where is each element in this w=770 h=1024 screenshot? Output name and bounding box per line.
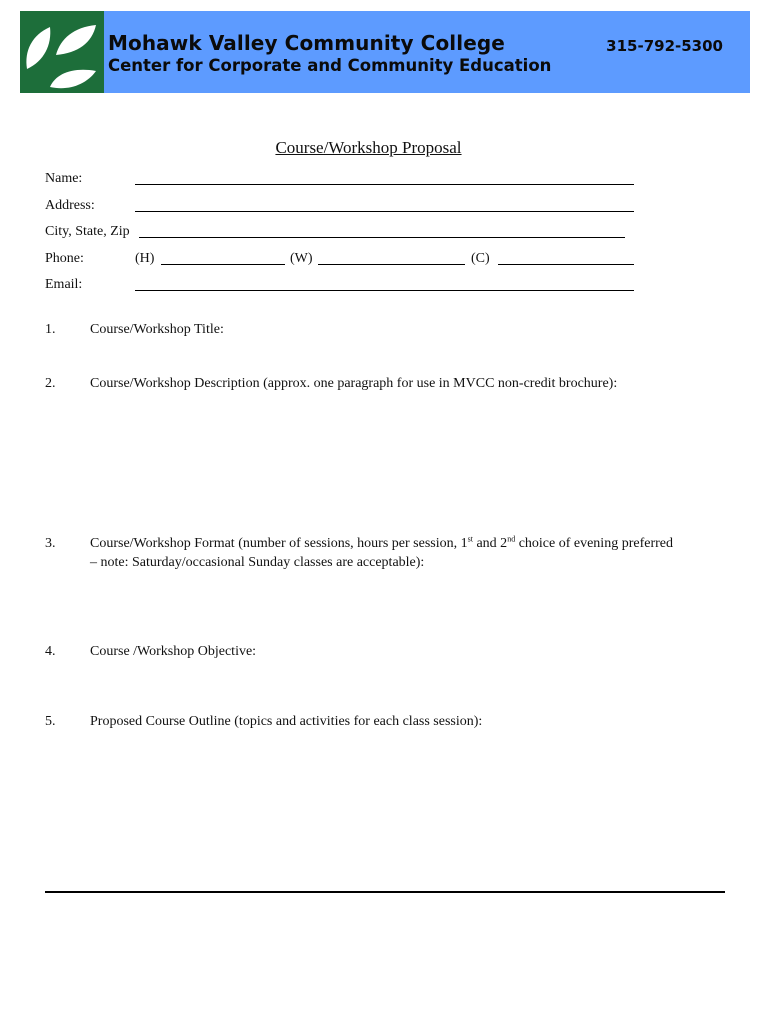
name-label: Name:: [45, 171, 83, 186]
page-title: Course/Workshop Proposal: [275, 138, 462, 157]
college-name: Mohawk Valley Community College: [108, 31, 505, 55]
phone-cell-label: (C): [471, 251, 490, 266]
phone-label: Phone:: [45, 251, 84, 266]
question-objective-label: Course /Workshop Objective:: [90, 644, 257, 659]
address-label: Address:: [45, 198, 95, 213]
phone-work-label: (W): [290, 251, 313, 266]
question-format-text-b: and 2: [472, 536, 508, 551]
college-logo: [20, 11, 104, 93]
question-format-label: [90, 536, 673, 552]
email-label: Email:: [45, 277, 83, 292]
question-outline-label: Proposed Course Outline (topics and activities for each class session):: [90, 714, 483, 729]
phone-work-field[interactable]: [318, 264, 465, 265]
question-number: 5.: [45, 714, 56, 729]
header-phone: 315-792-5300: [606, 37, 723, 55]
question-title-label: Course/Workshop Title:: [90, 322, 224, 337]
question-description-label: Course/Workshop Description (approx. one paragraph for use in MVCC non-credit brochure):: [90, 376, 618, 391]
header-banner: [20, 11, 750, 93]
question-number: 1.: [45, 322, 56, 337]
name-field[interactable]: [135, 184, 634, 185]
question-number: 4.: [45, 644, 56, 659]
question-number: 3.: [45, 536, 56, 551]
ordinal-sup-2: nd: [507, 534, 516, 544]
city-state-zip-label: City, State, Zip: [45, 224, 130, 239]
question-format-note: – note: Saturday/occasional Sunday classes are acceptable):: [90, 555, 425, 570]
question-format-text-a: Course/Workshop Format (number of sessions, hours per session, 1: [90, 536, 468, 551]
phone-cell-field[interactable]: [498, 264, 634, 265]
bottom-divider: [45, 891, 725, 893]
city-state-zip-field[interactable]: [139, 237, 625, 238]
email-field[interactable]: [135, 290, 634, 291]
phone-home-label: (H): [135, 251, 155, 266]
question-number: 2.: [45, 376, 56, 391]
phone-home-field[interactable]: [161, 264, 285, 265]
question-format-text-c: choice of evening preferred: [515, 536, 673, 551]
address-field[interactable]: [135, 211, 634, 212]
center-name: Center for Corporate and Community Education: [108, 56, 552, 75]
ordinal-sup-1: st: [467, 534, 473, 544]
leaves-logo-icon: [20, 11, 104, 93]
